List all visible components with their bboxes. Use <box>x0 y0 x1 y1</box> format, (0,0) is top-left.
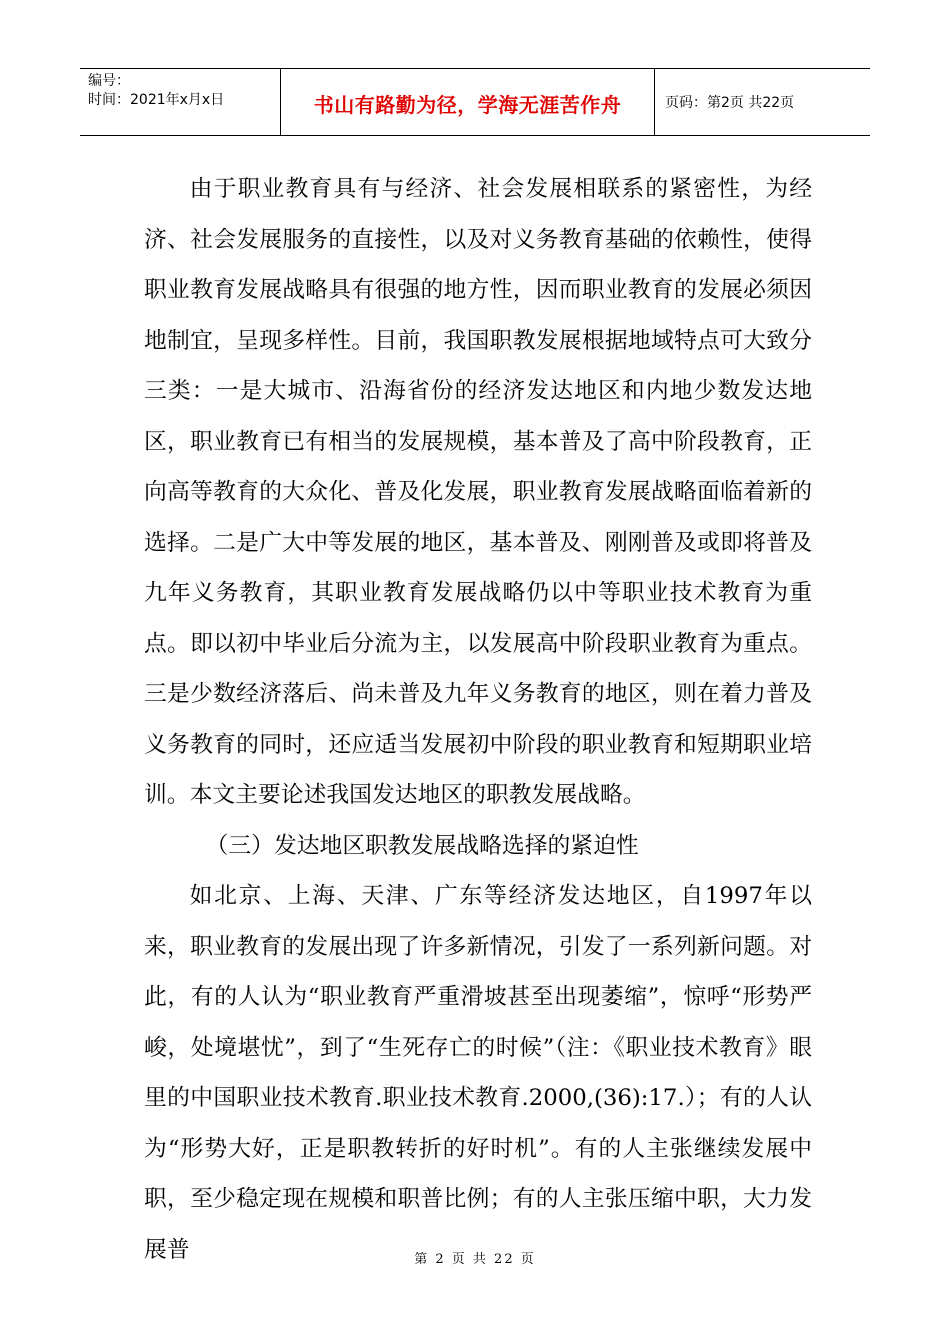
document-date-label: 时间：2021年x月x日 <box>88 92 225 108</box>
header-meta-cell <box>80 69 281 135</box>
header-motto: 书山有路勤为径，学海无涯苦作舟 <box>313 92 622 117</box>
header-page-info: 页码：第2页 共22页 <box>665 95 795 111</box>
header-page-cell <box>655 69 870 135</box>
document-number-label: 编号： <box>88 73 130 89</box>
section-heading: （三）发达地区职教发展战略选择的紧迫性 <box>205 832 639 859</box>
document-body <box>144 164 812 1275</box>
header-motto-cell <box>281 69 655 135</box>
body-paragraph: 由于职业教育具有与经济、社会发展相联系的紧密性，为经济、社会发展服务的直接性，以及对义务教育基础的依赖性，使得职业教育发展战略具有很强的地方性，因而职业教育的发展必须因地制宜，呈现多样性。目前，我国职教发展根据地域特点可大致分三类：一是大城市、沿海省份的经济发达地区和内地少数发达地区，职业教育已有相当的发展规模，基本普及了高中阶段教育，正向高等教育的大众化、普及化发展，职业教育发展战略面临着新的选择。二是广大中等发展的地区，基本普及、刚刚普及或即将普及九年义务教育，其职业教育发展战略仍以中等职业技术教育为重点。即以初中毕业后分流为主，以发展高中阶段职业教育为重点。三是少数经济落后、尚未普及九年义务教育的地区，则在着力普及义务教育的同时，还应适当发展初中阶段的职业教育和短期职业培训。本文主要论述我国发达地区的职教发展战略。 <box>144 176 812 808</box>
page-footer: 第 2 页 共 22 页 <box>414 1252 536 1267</box>
page-header <box>80 68 870 136</box>
body-paragraph: 如北京、上海、天津、广东等经济发达地区，自1997年以来，职业教育的发展出现了许多新情况，引发了一系列新问题。对此，有的人认为“职业教育严重滑坡甚至出现萎缩”，惊呼“形势严峻，处境堪忧”，到了“生死存亡的时候”（注：《职业技术教育》眼里的中国职业技术教育.职业技术教育.2000,(36):17.）；有的人认为“形势大好，正是职教转折的好时机”。有的人主张继续发展中职，至少稳定现在规模和职普比例；有的人主张压缩中职，大力发展普 <box>144 883 812 1263</box>
